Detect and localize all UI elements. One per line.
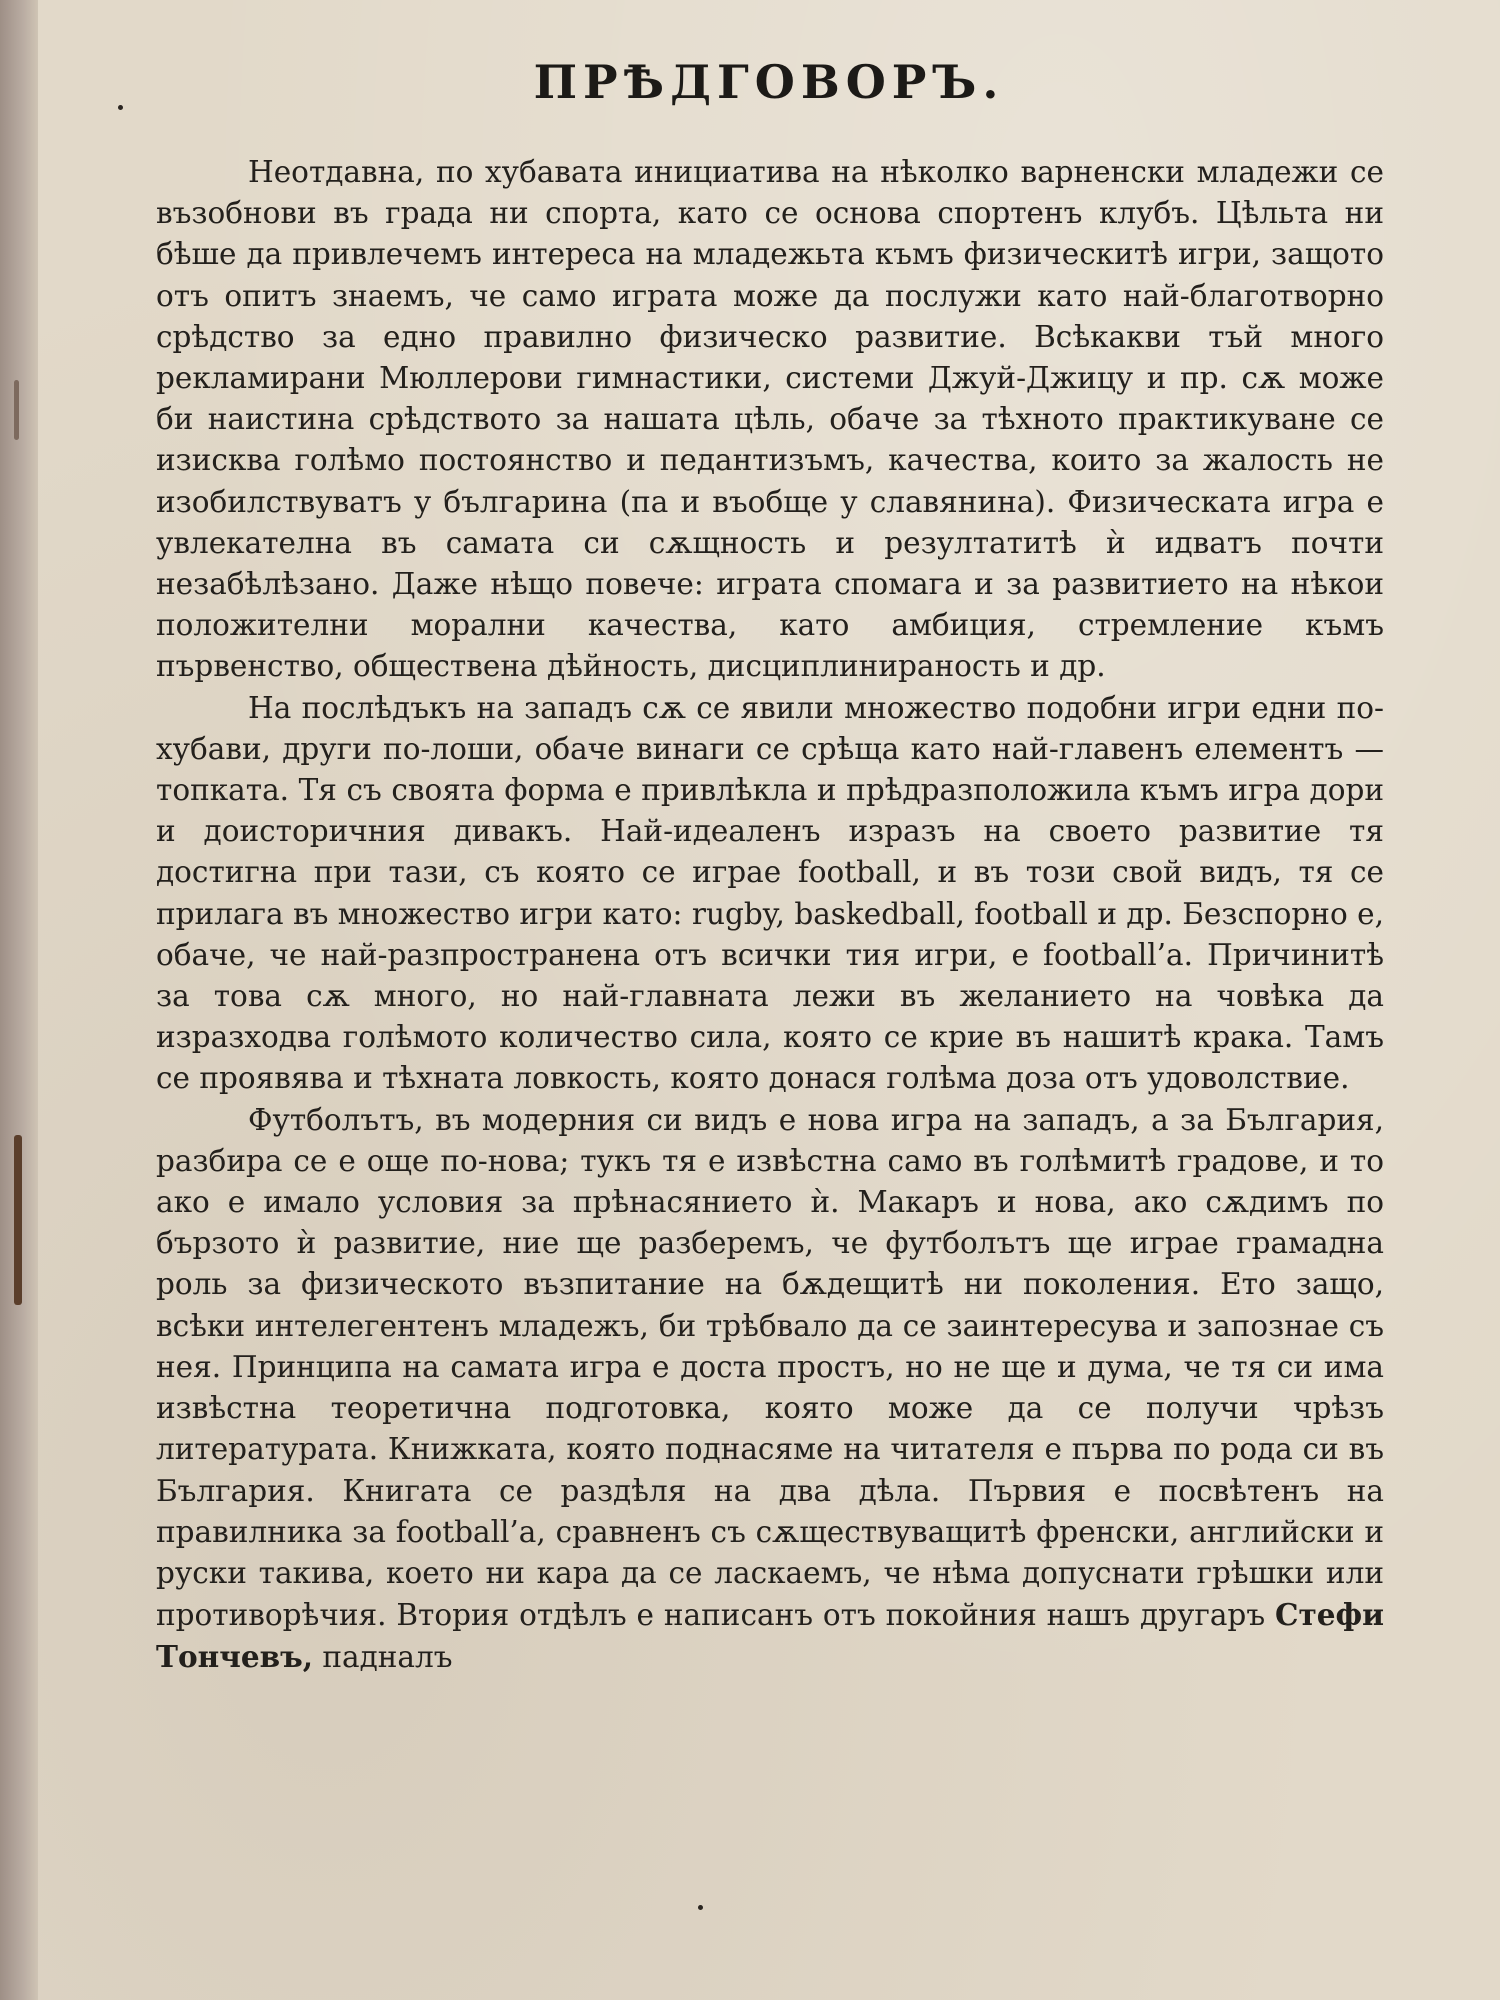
paragraph-3 <box>156 1100 1384 1679</box>
print-speck <box>118 105 123 110</box>
document-page <box>38 0 1500 2000</box>
paragraph-3-tail: падналъ <box>312 1640 453 1675</box>
binding-mark <box>14 380 19 440</box>
preface-body <box>156 152 1384 1679</box>
paragraph-2: На послѣдъкъ на западъ сѫ се явили множество подобни игри едни по-хубави, други по-лоши, обаче винаги се срѣща като най-главенъ елементъ — топката. Тя съ своята форма е привлѣкла и прѣдразположила къмъ игра дори и доисторичния дивакъ. Най-идеаленъ изразъ на своето развитие тя достигна при тази, съ която се играе football, и въ този свой видъ, тя се прилага въ множество игри като: rugby, baskedball, football и др. Безспорно е, обаче, че най-разпространена отъ всички тия игри, е football’a. Причинитѣ за това сѫ много, но най-главната лежи въ желанието на човѣка да изразходва голѣмото количество сила, която се крие въ нашитѣ крака. Тамъ се проявява и тѣхната ловкость, която донася голѣма доза отъ удоволствие. <box>156 690 1384 1096</box>
page-title: ПРѢДГОВОРЪ. <box>533 55 1005 109</box>
paragraph-3-text: Футболътъ, въ модерния си видъ е нова игра на западъ, а за България, разбира се е още по-нова; тукъ тя е извѣстна само въ голѣмитѣ градове, и то ако е имало условия за прѣнасянието ѝ. Макаръ и нова, ако сѫдимъ по бързото ѝ развитие, ние ще разберемъ, че футболътъ ще играе грамадна роль за физическото възпитание на бѫдещитѣ ни поколения. Ето защо, всѣки интелегентенъ младежъ, би трѣбвало да се заинтересува и запознае съ нея. Принципа на самата игра е доста простъ, но не ще и дума, че тя си има извѣстна теоретична подготовка, която може да се получи чрѣзъ литературата. Книжката, която поднасяме на читателя е първа по рода си въ България. Книгата се раздѣля на два дѣла. Първия е посвѣтенъ на правилника за football’a, сравненъ съ сѫществуващитѣ френски, английски и руски такива, което ни кара да се ласкаемъ, че нѣма допуснати грѣшки или противорѣчия. Втория отдѣлъ е написанъ отъ покойния нашъ другаръ <box>156 1102 1384 1633</box>
rusty-staple <box>14 1135 22 1305</box>
paragraph-1: Неотдавна, по хубавата инициатива на нѣколко варненски младежи се възобнови въ града ни спорта, като се основа спортенъ клубъ. Цѣльта ни бѣше да привлечемъ интереса на младежьта къмъ физическитѣ игри, защото отъ опитъ знаемъ, че само играта може да послужи като най-благотворно срѣдство за едно правилно физическо развитие. Всѣкакви тъй много рекламирани Мюллерови гимнастики, системи Джуй-Джицу и пр. сѫ може би наистина срѣдството за нашата цѣль, обаче за тѣхното практикуване се изисква голѣмо постоянство и педантизъмъ, качества, които за жалость не изобилствуватъ у българина (па и въобще у славянина). Физическата игра е увлекателна въ самата си сѫщность и резултатитѣ ѝ идватъ почти незабѣлѣзано. Даже нѣщо повече: играта спомага и за развитието на нѣкои положителни морални качества, като амбиция, стремление къмъ първенство, обществена дѣйность, дисциплинираность и др. <box>156 155 1384 684</box>
print-speck <box>698 1905 703 1910</box>
page-left-edge <box>0 0 38 2000</box>
author-name: Стефи Тончевъ, <box>156 1597 1384 1675</box>
